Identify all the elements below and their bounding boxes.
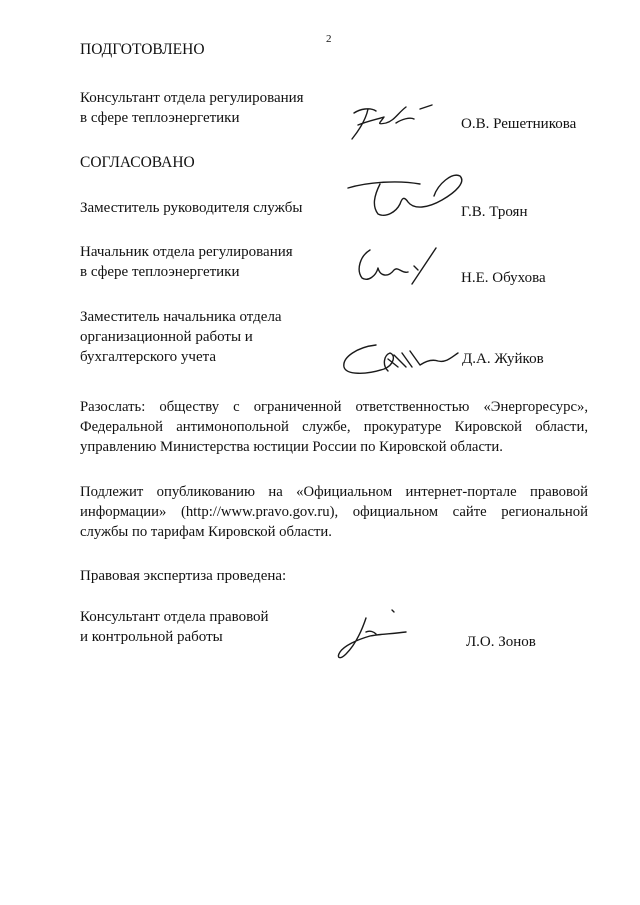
legal-review-heading: Правовая экспертиза проведена:	[80, 568, 287, 584]
signatory-3-position-line-3: бухгалтерского учета	[80, 349, 217, 365]
publication-paragraph: Подлежит опубликованию на «Официальном интернет-портале правовой информации» (http://www.pravo.gov.ru), официальном сайте региональной службы по тарифам Кировской области.	[80, 484, 588, 540]
signatory-2-name: Н.Е. Обухова	[461, 270, 546, 286]
signature-reshetnikova	[340, 95, 440, 145]
prepared-name: О.В. Решетникова	[461, 116, 577, 132]
distribution-paragraph: Разослать: обществу с ограниченной ответственностью «Энергоресурс», Федеральной антимонопольной службе, прокуратуре Кировской области, управлению Министерства юстиции России по Кировской области.	[80, 399, 588, 455]
page-number: 2	[326, 33, 332, 45]
signature-obukhova	[348, 240, 448, 290]
legal-review-position-line-1: Консультант отдела правовой	[80, 609, 269, 625]
signatory-2-position-line-1: Начальник отдела регулирования	[80, 244, 293, 260]
legal-review-name: Л.О. Зонов	[466, 634, 536, 650]
legal-review-position-line-2: и контрольной работы	[80, 629, 223, 645]
prepared-position-line-2: в сфере теплоэнергетики	[80, 110, 240, 126]
signatory-1-name: Г.В. Троян	[461, 204, 528, 220]
signature-zonov	[326, 606, 416, 666]
signatory-3-name: Д.А. Жуйков	[462, 351, 544, 367]
signatory-3-position-line-1: Заместитель начальника отдела	[80, 309, 282, 325]
prepared-heading: ПОДГОТОВЛЕНО	[80, 41, 205, 58]
signature-troyan	[338, 168, 478, 228]
prepared-position-line-1: Консультант отдела регулирования	[80, 90, 304, 106]
signatory-1-position-line-1: Заместитель руководителя службы	[80, 200, 303, 216]
signatory-3-position-line-2: организационной работы и	[80, 329, 253, 345]
signature-zhuykov	[336, 335, 464, 383]
agreed-heading: СОГЛАСОВАНО	[80, 154, 195, 171]
signatory-2-position-line-2: в сфере теплоэнергетики	[80, 264, 240, 280]
